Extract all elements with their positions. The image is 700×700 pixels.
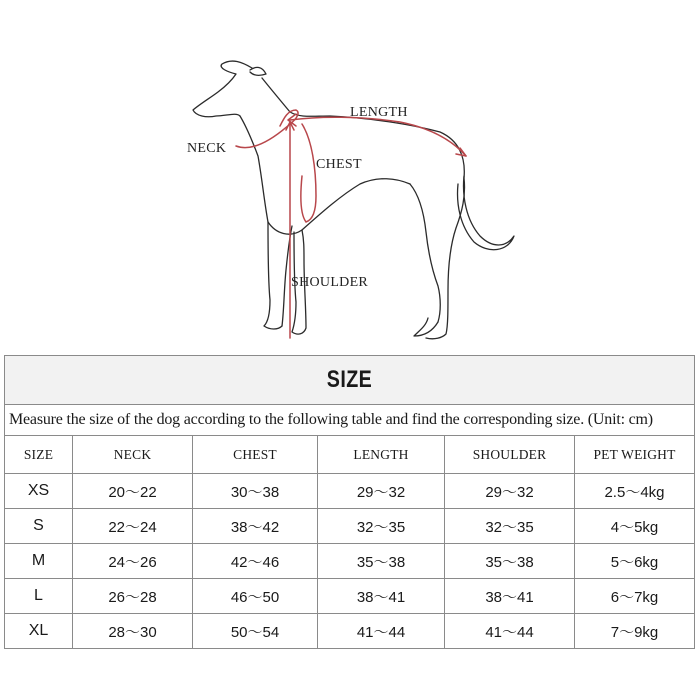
table-cell: M xyxy=(5,544,73,579)
table-cell: XL xyxy=(5,614,73,649)
table-cell: 38～41 xyxy=(318,579,445,614)
table-title: SIZE xyxy=(67,356,632,404)
table-cell: 35～38 xyxy=(445,544,575,579)
neck-measure-line xyxy=(236,110,298,148)
chest-measure-line xyxy=(301,124,316,222)
column-header-size: SIZE xyxy=(5,436,73,474)
table-cell: 50～54 xyxy=(193,614,318,649)
table-row xyxy=(5,614,695,649)
table-cell: 38～41 xyxy=(445,579,575,614)
length-label: LENGTH xyxy=(350,105,408,120)
column-header-length: LENGTH xyxy=(318,436,445,474)
table-cell: 46～50 xyxy=(193,579,318,614)
table-title-row xyxy=(5,356,695,405)
table-cell: 35～38 xyxy=(318,544,445,579)
table-cell: 41～44 xyxy=(318,614,445,649)
shoulder-label: SHOULDER xyxy=(291,275,369,290)
table-cell: 28～30 xyxy=(73,614,193,649)
table-row xyxy=(5,544,695,579)
neck-label: NECK xyxy=(187,141,227,156)
column-header-shoulder: SHOULDER xyxy=(445,436,575,474)
size-chart-table xyxy=(4,355,695,649)
table-cell: 26～28 xyxy=(73,579,193,614)
table-cell: 2.5～4kg xyxy=(575,474,695,509)
table-cell: 42～46 xyxy=(193,544,318,579)
table-cell: 29～32 xyxy=(445,474,575,509)
table-cell: 7～9kg xyxy=(575,614,695,649)
table-cell: 4～5kg xyxy=(575,509,695,544)
table-row xyxy=(5,579,695,614)
table-cell: S xyxy=(5,509,73,544)
length-measure-line xyxy=(290,117,466,156)
table-row xyxy=(5,474,695,509)
table-note: Measure the size of the dog according to the following table and find the corresponding size. (Unit: cm) xyxy=(5,405,695,436)
table-cell: 32～35 xyxy=(318,509,445,544)
column-header-neck: NECK xyxy=(73,436,193,474)
table-cell: 24～26 xyxy=(73,544,193,579)
table-cell: 32～35 xyxy=(445,509,575,544)
column-header-chest: CHEST xyxy=(193,436,318,474)
table-cell: 22～24 xyxy=(73,509,193,544)
table-cell: 30～38 xyxy=(193,474,318,509)
table-header-row xyxy=(5,436,695,474)
table-cell: 5～6kg xyxy=(575,544,695,579)
table-cell: 41～44 xyxy=(445,614,575,649)
table-row xyxy=(5,509,695,544)
table-cell: L xyxy=(5,579,73,614)
chest-label: CHEST xyxy=(316,157,362,172)
dog-outline xyxy=(193,61,514,339)
table-cell: 38～42 xyxy=(193,509,318,544)
table-cell: 6～7kg xyxy=(575,579,695,614)
table-cell: 20～22 xyxy=(73,474,193,509)
column-header-pet-weight: PET WEIGHT xyxy=(575,436,695,474)
table-note-row xyxy=(5,405,695,436)
table-cell: 29～32 xyxy=(318,474,445,509)
table-cell: XS xyxy=(5,474,73,509)
